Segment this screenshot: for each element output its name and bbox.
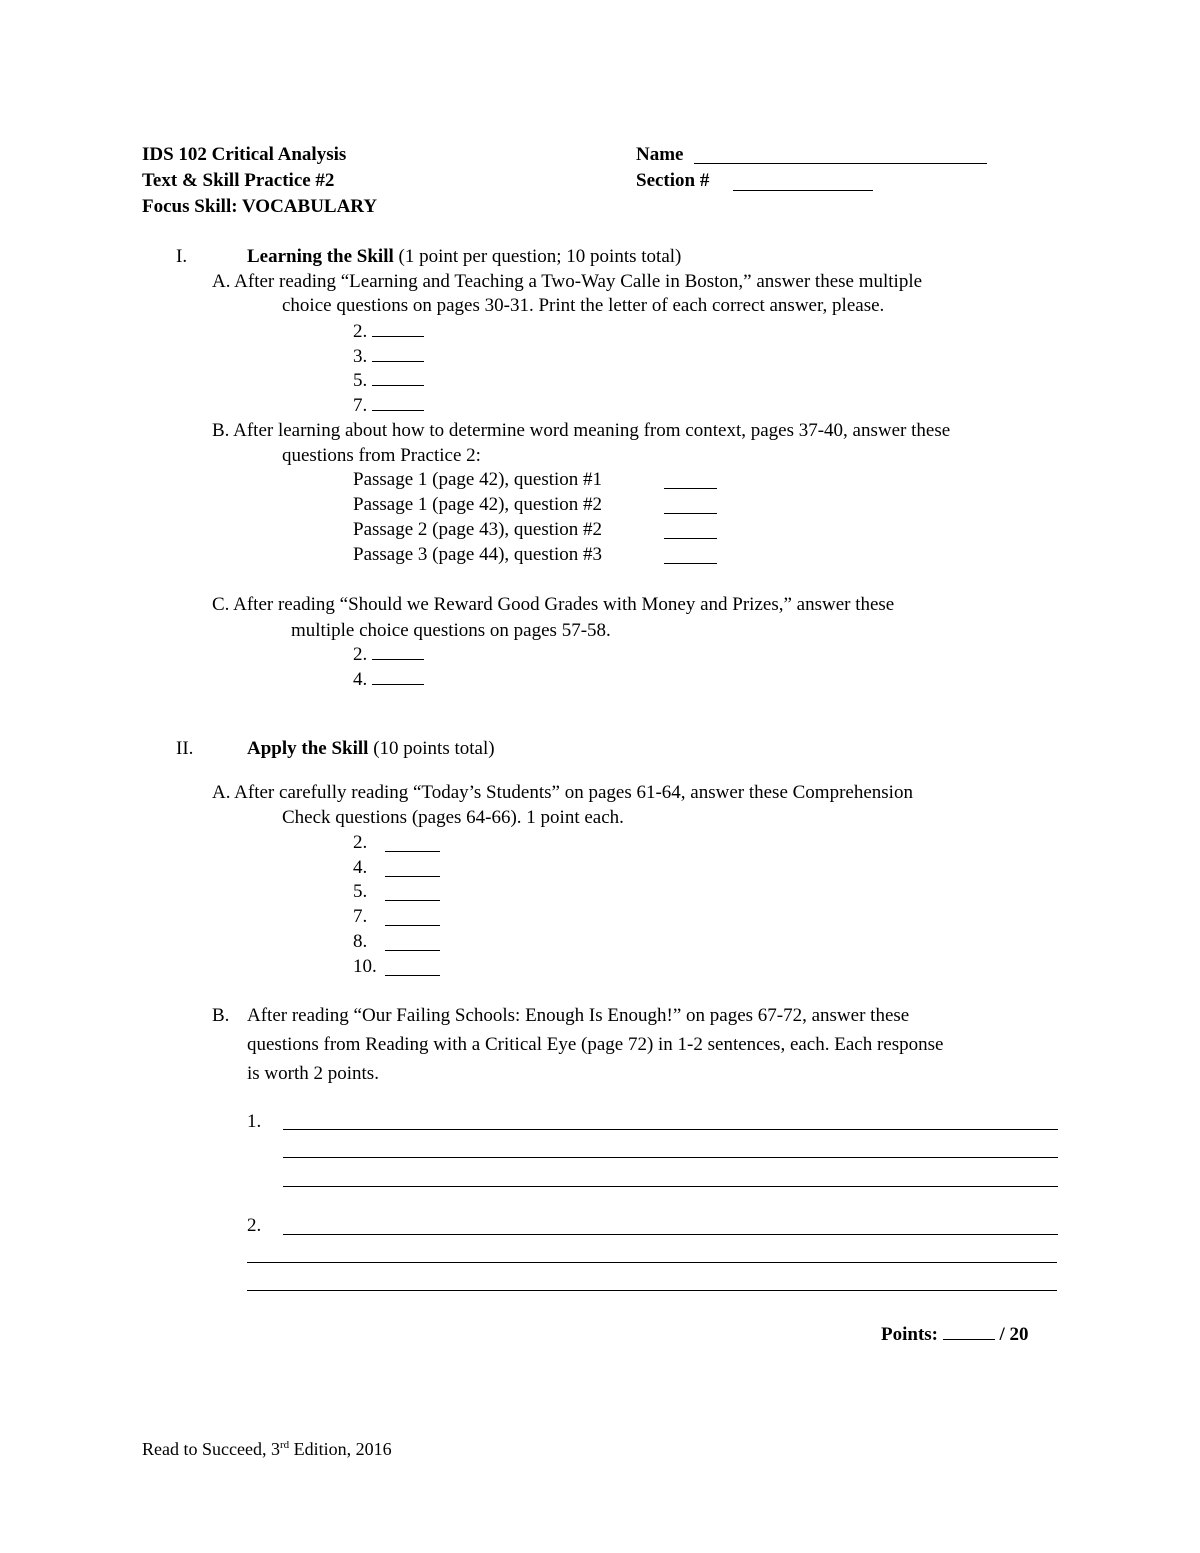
answer-blank[interactable] bbox=[664, 538, 717, 539]
answer-blank[interactable] bbox=[664, 513, 717, 514]
answer-blank[interactable] bbox=[664, 488, 717, 489]
name-label: Name bbox=[636, 144, 684, 165]
answer-blank[interactable] bbox=[372, 683, 424, 685]
answer-item: 2. bbox=[353, 832, 368, 853]
answer-item: 8. bbox=[353, 931, 368, 952]
part2-b-letter: B. bbox=[212, 1005, 230, 1026]
part2-heading bbox=[247, 739, 495, 758]
answer-blank[interactable] bbox=[385, 925, 440, 926]
part1-points: (1 point per question; 10 points total) bbox=[398, 246, 682, 267]
name-field[interactable] bbox=[694, 163, 987, 164]
part1-numeral: I. bbox=[176, 246, 188, 267]
part1-heading bbox=[247, 247, 681, 266]
focus-skill: Focus Skill: VOCABULARY bbox=[142, 196, 378, 217]
part1-c-line2: multiple choice questions on pages 57-58. bbox=[291, 620, 611, 641]
answer-item: 3. bbox=[353, 347, 424, 366]
answer-blank[interactable] bbox=[372, 335, 424, 337]
part1-title: Learning the Skill bbox=[247, 246, 394, 267]
response-line[interactable] bbox=[283, 1129, 1058, 1130]
answer-item: 7. bbox=[353, 906, 368, 927]
practice-title: Text & Skill Practice #2 bbox=[142, 170, 335, 191]
points-score bbox=[881, 1325, 1029, 1344]
answer-item: 4. bbox=[353, 857, 368, 878]
answer-blank[interactable] bbox=[385, 975, 440, 976]
response-line[interactable] bbox=[247, 1290, 1057, 1291]
answer-blank[interactable] bbox=[372, 384, 424, 386]
answer-item: 5. bbox=[353, 371, 424, 390]
response-number: 2. bbox=[247, 1215, 262, 1236]
section-field[interactable] bbox=[733, 190, 873, 191]
footer-citation: Read to Succeed, 3rd Edition, 2016 bbox=[142, 1439, 392, 1459]
part2-b-line1: After reading “Our Failing Schools: Enough Is Enough!” on pages 67-72, answer these bbox=[247, 1005, 910, 1026]
part1-b-line2: questions from Practice 2: bbox=[282, 445, 481, 466]
passage-item: Passage 2 (page 43), question #2 bbox=[353, 519, 603, 540]
part2-a-line2: Check questions (pages 64-66). 1 point each. bbox=[282, 807, 624, 828]
answer-blank[interactable] bbox=[385, 851, 440, 852]
part1-a-line2: choice questions on pages 30-31. Print the letter of each correct answer, please. bbox=[282, 295, 885, 316]
part2-points: (10 points total) bbox=[373, 738, 495, 759]
section-label: Section # bbox=[636, 170, 710, 191]
response-line[interactable] bbox=[283, 1186, 1058, 1187]
passage-item: Passage 3 (page 44), question #3 bbox=[353, 544, 603, 565]
response-number: 1. bbox=[247, 1111, 262, 1132]
answer-blank[interactable] bbox=[385, 900, 440, 901]
answer-blank[interactable] bbox=[664, 563, 717, 564]
answer-blank[interactable] bbox=[385, 876, 440, 877]
part2-title: Apply the Skill bbox=[247, 738, 369, 759]
points-total: / 20 bbox=[999, 1324, 1029, 1345]
passage-item: Passage 1 (page 42), question #1 bbox=[353, 469, 603, 490]
answer-blank[interactable] bbox=[372, 360, 424, 362]
part2-b-line3: is worth 2 points. bbox=[247, 1063, 379, 1084]
answer-blank[interactable] bbox=[385, 950, 440, 951]
response-line[interactable] bbox=[247, 1262, 1057, 1263]
part1-c-line1: C. After reading “Should we Reward Good Grades with Money and Prizes,” answer these bbox=[212, 594, 895, 615]
answer-item: 5. bbox=[353, 881, 368, 902]
answer-item: 2. bbox=[353, 645, 424, 664]
points-blank[interactable] bbox=[943, 1338, 995, 1340]
answer-item: 7. bbox=[353, 396, 424, 415]
answer-blank[interactable] bbox=[372, 658, 424, 660]
part2-a-line1: A. After carefully reading “Today’s Students” on pages 61-64, answer these Comprehension bbox=[212, 782, 913, 803]
part1-a-line1: A. After reading “Learning and Teaching a Two-Way Calle in Boston,” answer these multiple bbox=[212, 271, 923, 292]
answer-blank[interactable] bbox=[372, 409, 424, 411]
answer-item: 4. bbox=[353, 670, 424, 689]
answer-item: 2. bbox=[353, 322, 424, 341]
course-title: IDS 102 Critical Analysis bbox=[142, 144, 347, 165]
points-label: Points: bbox=[881, 1324, 938, 1345]
passage-item: Passage 1 (page 42), question #2 bbox=[353, 494, 603, 515]
response-line[interactable] bbox=[283, 1234, 1058, 1235]
part1-b-line1: B. After learning about how to determine word meaning from context, pages 37-40, answer these bbox=[212, 420, 951, 441]
part2-b-line2: questions from Reading with a Critical Eye (page 72) in 1-2 sentences, each. Each response bbox=[247, 1034, 944, 1055]
answer-item: 10. bbox=[353, 956, 377, 977]
part2-numeral: II. bbox=[176, 738, 194, 759]
response-line[interactable] bbox=[283, 1157, 1058, 1158]
